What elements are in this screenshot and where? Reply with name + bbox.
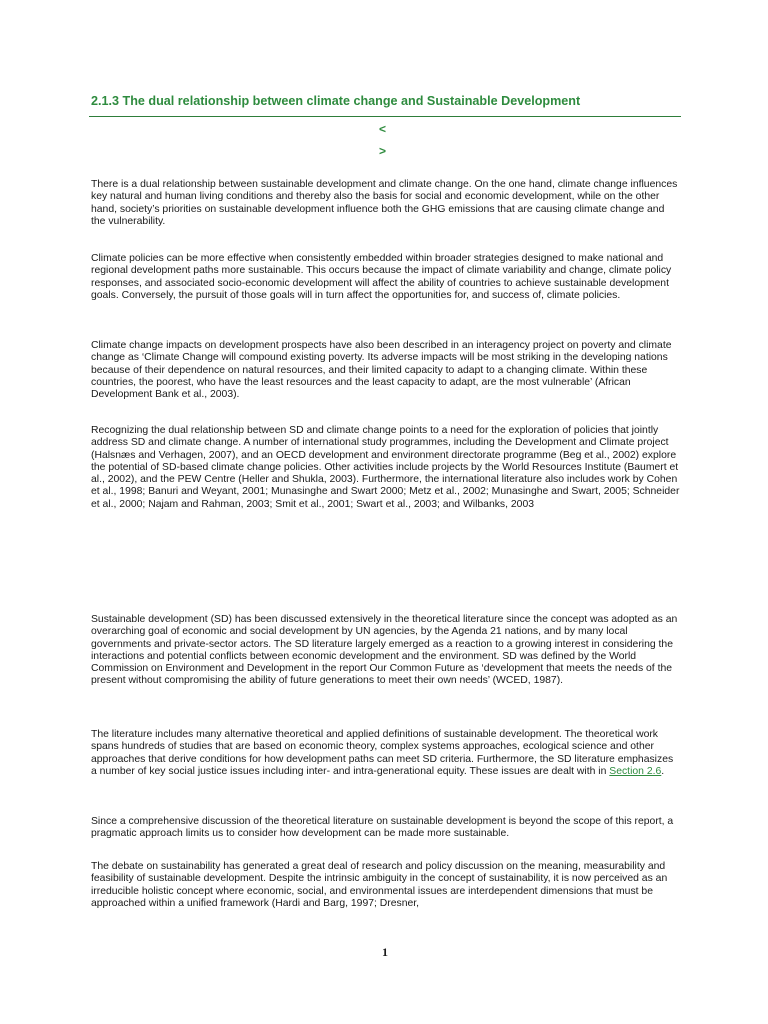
- paragraph-literature-text: The literature includes many alternative theoretical and applied definitions of sustainable development. The theoretical work spans hundreds of studies that are based on economic theory, complex systems approaches, ecological science and other approaches that derive conditions for how development paths can meet SD criteria. Furthermore, the SD literature emphasizes a number of key social justice issues including inter- and intra-generational equity. These issues are dealt with in: [91, 729, 674, 777]
- paragraph-recognizing-relationship: Recognizing the dual relationship between SD and climate change points to a need for the exploration of policies that jointly address SD and climate change. A number of international study programmes, including the Development and Climate project (Halsnæs and Verhagen, 2007), and an OECD development and environment directorate programme (Beg et al., 2002) explore the potential of SD-based climate change policies. Other activities include projects by the World Resources Institute (Baumert et al., 2002), and the PEW Centre (Heller and Shukla, 2003). Furthermore, the international literature also includes work by Cohen et al., 1998; Banuri and Weyant, 2001; Munasinghe and Swart 2000; Metz et al., 2002; Munasinghe and Swart, 2005; Schneider et al., 2000; Najam and Rahman, 2003; Smit et al., 2001; Swart et al., 2003; and Wilbanks, 2003: [91, 425, 680, 510]
- paragraph-literature-end: .: [661, 765, 665, 777]
- next-link[interactable]: >: [379, 144, 387, 158]
- section-2-6-link[interactable]: Section 2.6: [609, 765, 662, 777]
- paragraph-climate-policies: Climate policies can be more effective when consistently embedded within broader strategies designed to make national and regional development paths more sustainable. This occurs because the impact of climate variability and change, climate policy responses, and associated socio-economic development will affect the ability of countries to achieve sustainable development goals. Conversely, the pursuit of those goals will in turn affect the opportunities for, and success of, climate policies.: [91, 253, 672, 301]
- paragraph-sustainability-debate: The debate on sustainability has generated a great deal of research and policy discussion on the meaning, measurability and feasibility of sustainable development. Despite the intrinsic ambiguity in the concept of sustainability, it is now perceived as an irreducible holistic concept where economic, social, and environmental issues are interdependent dimensions that must be approached within a unified framework (Hardi and Barg, 1997; Dresner,: [91, 861, 668, 909]
- paragraph-development-impacts: Climate change impacts on development prospects have also been described in an interagency project on poverty and climate change as ‘Climate Change will compound existing poverty. Its adverse impacts will be most striking in the developing nations because of their dependence on natural resources, and their limited capacity to adapt to a changing climate. Within these countries, the poorest, who have the least resources and the least capacity to adapt, are the most vulnerable’ (African Development Bank et al., 2003).: [91, 340, 672, 401]
- paragraph-literature-definitions: [91, 729, 681, 778]
- paragraph-sustainable-development-definition: Sustainable development (SD) has been discussed extensively in the theoretical literature since the concept was adopted as an overarching goal of economic and social development by UN agencies, by the Agenda 21 nations, and by many local governments and private-sector actors. The SD literature largely emerged as a reaction to a growing interest in considering the interactions and potential conflicts between economic development and the environment. SD was defined by the World Commission on Environment and Development in the report Our Common Future as ‘development that meets the needs of the present without compromising the ability of future generations to meet their own needs’ (WCED, 1987).: [91, 614, 678, 687]
- section-heading: 2.1.3 The dual relationship between climate change and Sustainable Development: [91, 94, 581, 108]
- paragraph-scope: Since a comprehensive discussion of the theoretical literature on sustainable development is beyond the scope of this report, a pragmatic approach limits us to consider how development can be made more sustainable.: [91, 816, 674, 840]
- heading-underline: [89, 116, 681, 117]
- paragraph-dual-relationship: There is a dual relationship between sustainable development and climate change. On the one hand, climate change influences key natural and human living conditions and thereby also the basis for social and economic development, while on the other hand, society’s priorities on sustainable development influence both the GHG emissions that are causing climate change and the vulnerability.: [91, 179, 678, 227]
- previous-link[interactable]: <: [379, 122, 387, 136]
- page-number: 1: [382, 945, 388, 959]
